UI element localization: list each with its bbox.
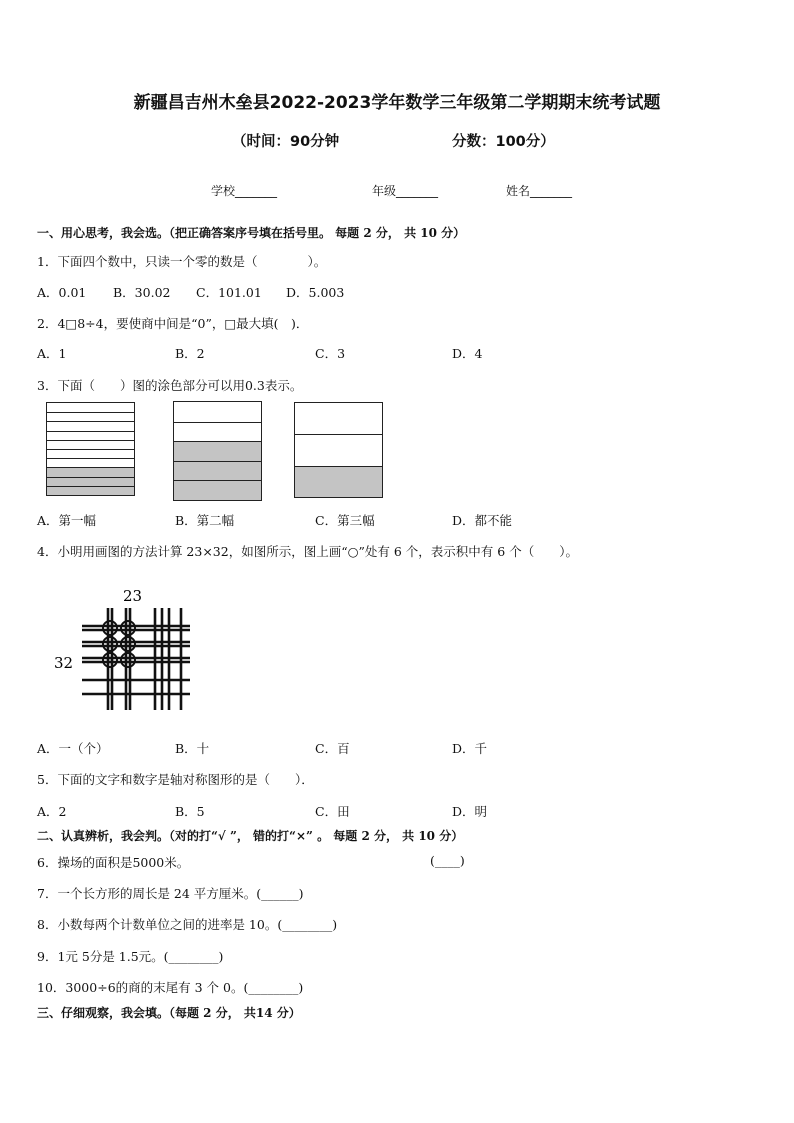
question-4: 4．小明用画图的方法计算 23×32，如图所示，图上画“○”处有 6 个，表示积中有 6 个（ ）。 [37,544,578,559]
q5-option-b: B．5 [175,804,205,819]
q2-option-b: B．2 [175,346,205,361]
q3-figure-1-part [47,431,134,440]
q3-figure-2-part [174,422,261,442]
q3-figure-1-part [47,440,134,449]
section-1-heading: 一、用心思考，我会选。（把正确答案序号填在括号里。 每题 2 分， 共 10 分） [37,226,466,240]
q3-option-b: B．第二幅 [175,513,235,528]
q3-figure-2-part [174,461,261,481]
question-5: 5．下面的文字和数字是轴对称图形的是（ ）． [37,772,314,787]
q3-figure-1-part [47,421,134,430]
q3-figure-2 [173,401,262,501]
q3-figure-1-part [47,477,134,486]
q3-figure-1-part [47,467,134,476]
q3-option-c: C．第三幅 [315,513,375,528]
q5-option-a: A．2 [37,804,67,819]
q2-option-c: C．3 [315,346,346,361]
q3-figure-1-part [47,486,134,495]
q4-option-c: C．百 [315,741,350,756]
name-field: 姓名_______ [506,184,573,198]
exam-time: （时间：90分钟 [232,134,340,150]
q2-option-a: A．1 [37,346,67,361]
q3-option-a: A．第一幅 [37,513,97,528]
q3-figure-1-part [47,458,134,467]
q1-option-c: C．101.01 [196,285,262,300]
question-2: 2．4□8÷4，要使商中间是“0”，□最大填( )． [37,316,309,331]
question-6-blank: (____) [430,853,465,868]
q4-option-b: B．十 [175,741,210,756]
q1-option-a: A．0.01 [37,285,87,300]
question-9: 9．1元 5分是 1.5元。(________) [37,949,224,964]
q3-figure-3-part [295,466,382,497]
question-10: 10．3000÷6的商的末尾有 3 个 0。(________) [37,980,304,995]
exam-score: 分数：100分） [452,134,555,150]
q3-figure-1 [46,402,135,496]
school-field: 学校_______ [211,184,278,198]
q4-option-d: D．千 [452,741,488,756]
q4-top-label: 23 [123,587,143,605]
q5-option-c: C．田 [315,804,350,819]
q3-figure-2-part [174,441,261,461]
q3-figure-2-part [174,480,261,500]
q3-option-d: D．都不能 [452,513,513,528]
section-2-heading: 二、认真辨析，我会判。（对的打“√ ”， 错的打“×” 。 每题 2 分， 共 10 分） [37,829,464,843]
question-3: 3．下面（ ）图的涂色部分可以用0.3表示。 [37,378,303,393]
question-7: 7．一个长方形的周长是 24 平方厘米。(______) [37,886,304,901]
question-1: 1．下面四个数中，只读一个零的数是（ ）。 [37,254,327,269]
q3-figure-2-part [174,402,261,422]
q3-figure-3-part [295,403,382,434]
grade-field: 年级_______ [372,184,439,198]
q3-figure-3-part [295,434,382,465]
exam-title: 新疆昌吉州木垒县2022-2023学年数学三年级第二学期期末统考试题 [133,93,661,113]
q3-figure-3 [294,402,383,498]
q2-option-d: D．4 [452,346,483,361]
q1-option-d: D．5.003 [286,285,345,300]
question-8: 8．小数每两个计数单位之间的进率是 10。(________) [37,917,338,932]
question-6: 6．操场的面积是5000米。 [37,855,190,870]
q3-figure-1-part [47,403,134,412]
q5-option-d: D．明 [452,804,488,819]
q4-line-grid [82,608,190,710]
section-3-heading: 三、仔细观察，我会填。（每题 2 分， 共14 分） [37,1006,301,1020]
q4-option-a: A．一（个） [37,741,109,756]
q1-option-b: B．30.02 [113,285,171,300]
q4-line-multiplication-diagram [50,584,200,714]
q3-figure-1-part [47,449,134,458]
q4-left-label: 32 [54,654,74,672]
q3-figure-1-part [47,412,134,421]
